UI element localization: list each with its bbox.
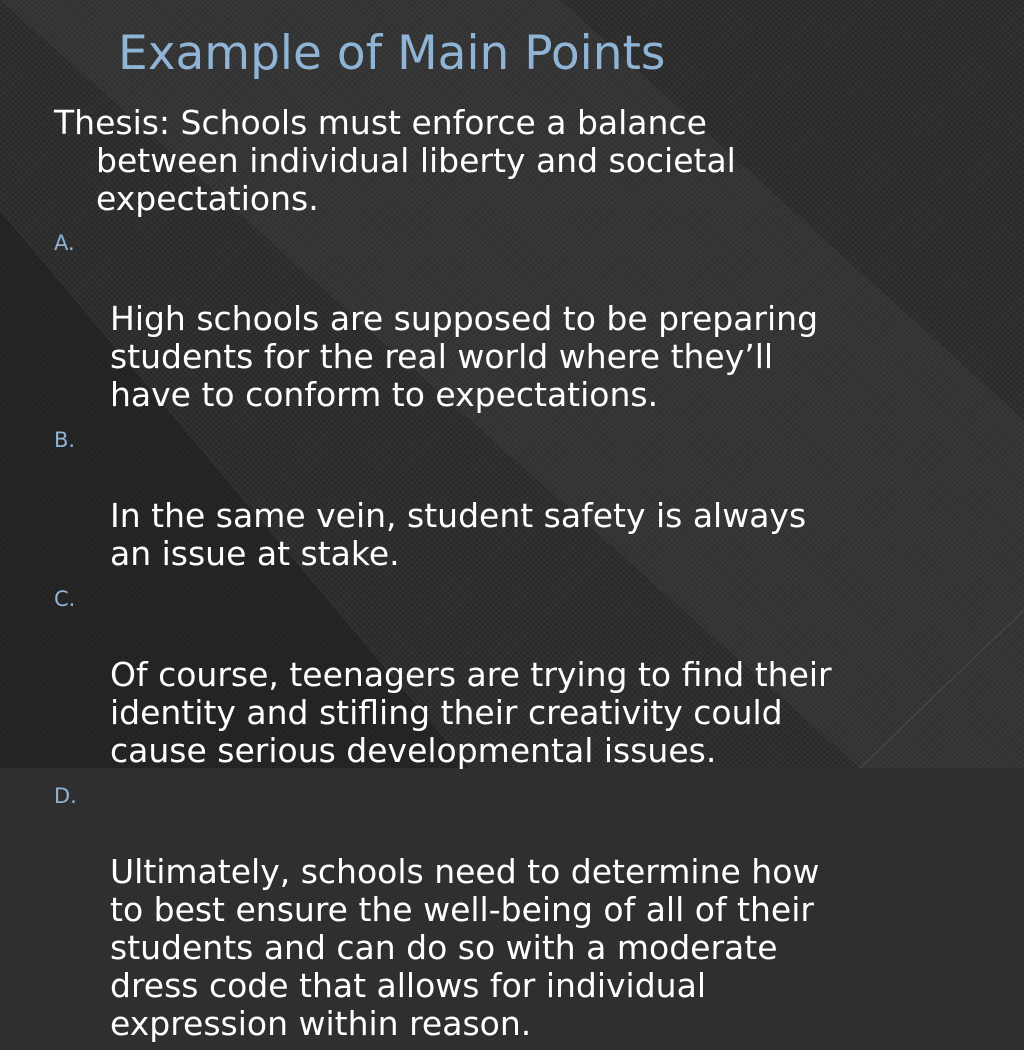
- main-points-list: [54, 224, 984, 1043]
- point-text: In the same vein, student safety is always an issue at stake.: [110, 496, 807, 573]
- point-marker: B.: [54, 428, 76, 452]
- point-marker: C.: [54, 587, 76, 611]
- main-point-a: [54, 224, 984, 414]
- point-marker: D.: [54, 784, 77, 808]
- slide-body: [54, 104, 984, 1050]
- slide-title: Example of Main Points: [118, 26, 666, 81]
- point-text: Ultimately, schools need to determine how to best ensure the well-being of all of their students and can do so with a moderate dress code that allows for individual expression within reason.: [110, 852, 820, 1043]
- point-marker: A.: [54, 231, 75, 255]
- main-point-b: [54, 421, 984, 573]
- point-text: Of course, teenagers are trying to find their identity and stifling their creativity could cause serious developmental issues.: [110, 655, 832, 770]
- thesis-statement: Thesis: Schools must enforce a balance between individual liberty and societal expectations.: [54, 103, 736, 218]
- main-point-c: [54, 580, 984, 770]
- main-point-d: [54, 777, 984, 1043]
- point-text: High schools are supposed to be preparing students for the real world where they’ll have to conform to expectations.: [110, 299, 819, 414]
